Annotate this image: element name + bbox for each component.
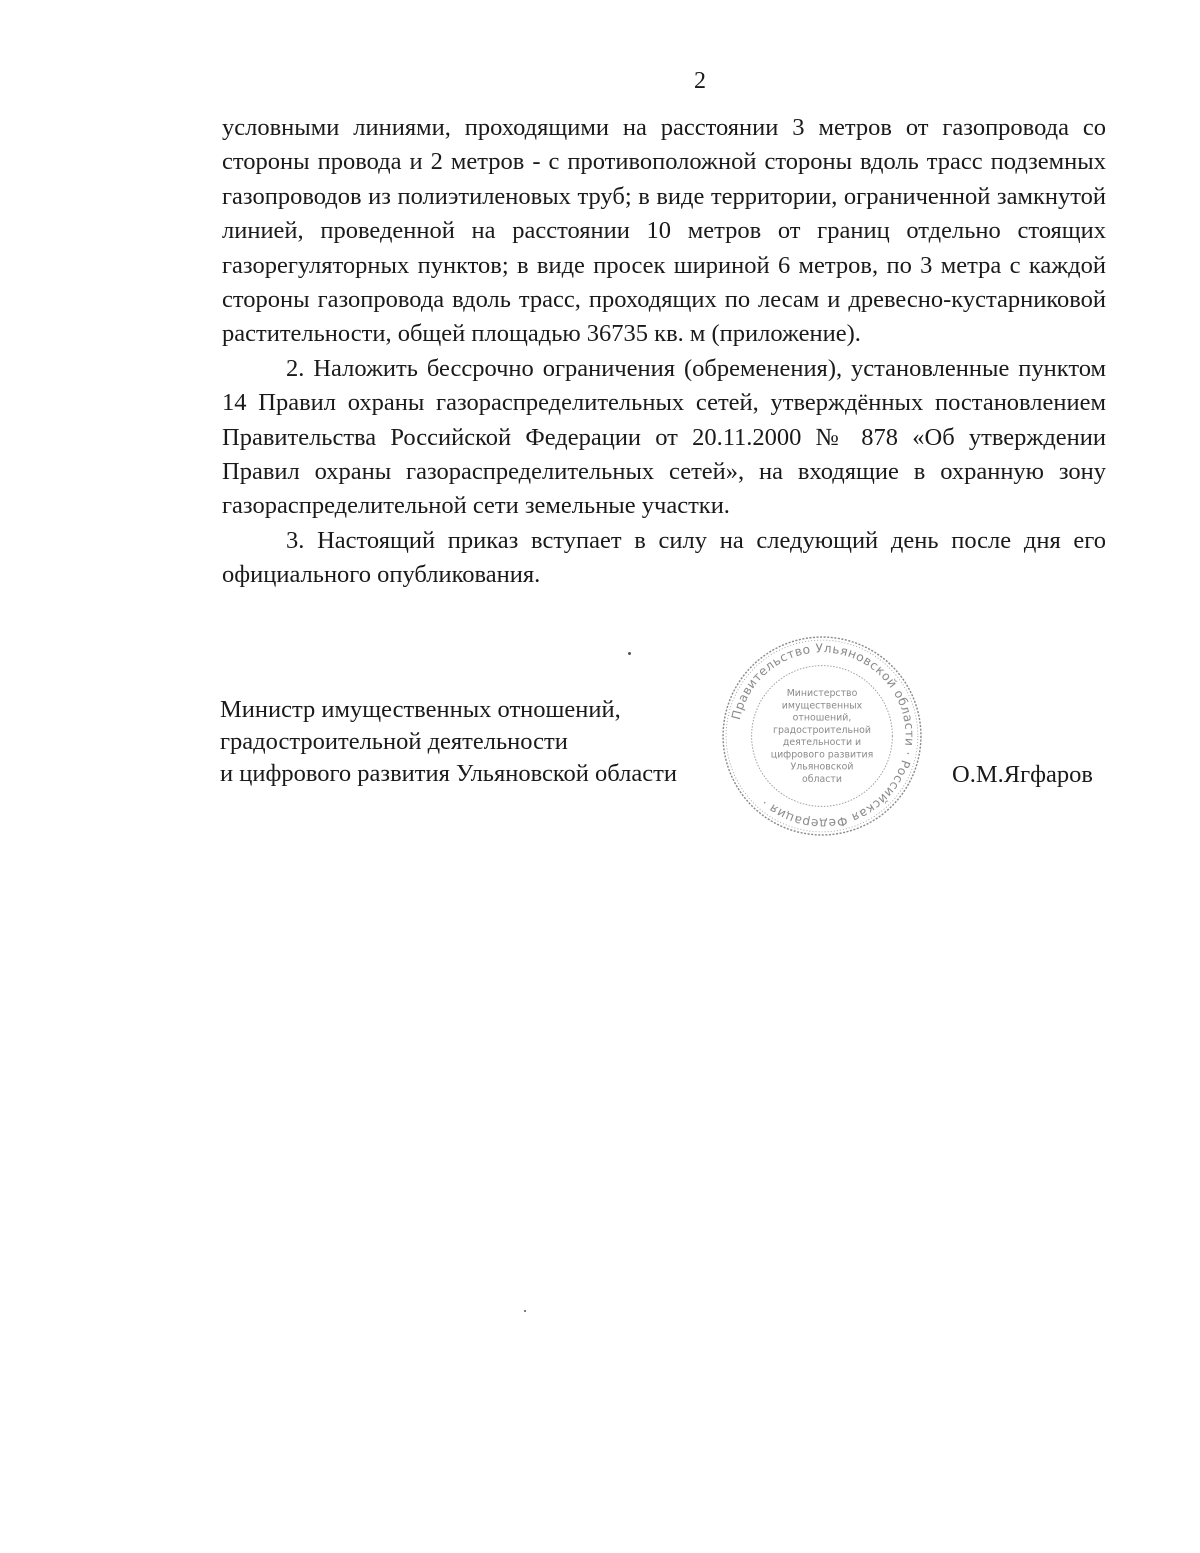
seal-inner-line: Ульяновской [790, 761, 854, 773]
seal-inner-line: цифрового развития [770, 749, 874, 761]
seal-inner-line: Министерство [786, 688, 858, 700]
paragraph-item-2: 2. Наложить бессрочно ограничения (обременения), установленные пунктом 14 Правил охраны газораспределительных сетей, утверждённых постановлением Правительства Российской Федерации от 20.11.2000 № 878 «Об утверждении Правил охраны газораспределительных сетей», на входящие в охранную зону газораспределительной сети земельные участки. [222, 354, 1106, 520]
signature-position [220, 694, 677, 790]
seal-inner-line: деятельности и [782, 737, 862, 749]
official-seal [720, 634, 924, 838]
paragraph-continuation: условными линиями, проходящими на расстоянии 3 метров от газопровода со стороны провода и 2 метров - с противоположной стороны вдоль трасс подземных газопроводов из полиэтиленовых труб; в виде территории, ограниченной замкнутой линией, проведенной на расстоянии 10 метров от границ отдельно стоящих газорегуляторных пунктов; в виде просек шириной 6 метров, по 3 метра с каждой стороны газопровода вдоль трасс, проходящих по лесам и древесно-кустарниковой растительности, общей площадью 36735 кв. м (приложение). [222, 114, 1106, 348]
signer-name: О.М.Ягфаров [952, 761, 1093, 788]
seal-ring-text: Правительство Ульяновской области · Российская Федерация · [729, 641, 917, 831]
position-line: Министр имущественных отношений, [220, 696, 621, 723]
seal-inner-line: отношений, [792, 712, 852, 724]
scan-speck [524, 1310, 526, 1312]
position-line: и цифрового развития Ульяновской области [220, 760, 677, 787]
document-body [222, 111, 1106, 593]
page-number: 2 [694, 68, 706, 94]
seal-inner-line: области [802, 773, 842, 785]
seal-inner-line: градостроительной [773, 724, 871, 736]
position-line: градостроительной деятельности [220, 728, 568, 755]
scan-speck [628, 652, 631, 655]
paragraph-item-3: 3. Настоящий приказ вступает в силу на следующий день после дня его официального опубликования. [222, 526, 1106, 589]
seal-inner-line: имущественных [781, 700, 863, 712]
